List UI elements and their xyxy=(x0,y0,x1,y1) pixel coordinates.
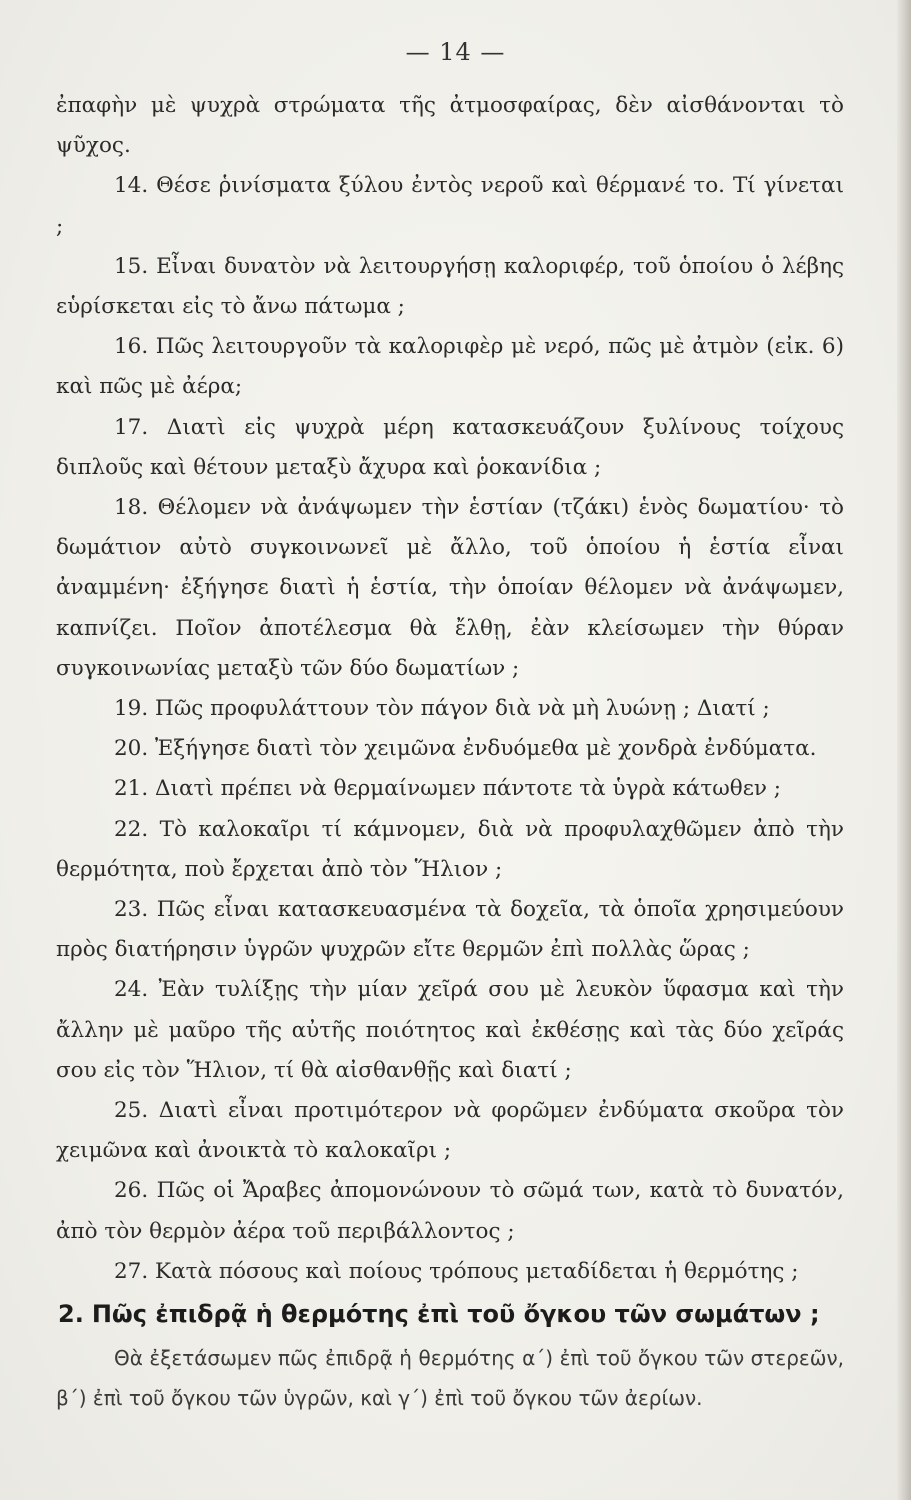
exercise-list xyxy=(56,86,844,1292)
exercise-16: 16. Πῶς λειτουργοῦν τὰ καλοριφὲρ μὲ νερό, πῶς μὲ ἀτμὸν (εἰκ. 6) καὶ πῶς μὲ ἀέρα; xyxy=(56,334,844,400)
section-heading xyxy=(58,1300,848,1328)
intro-paragraph: Θὰ ἐξετάσωμεν πῶς ἐπιδρᾷ ἡ θερμότης α΄) ἐπὶ τοῦ ὄγκου τῶν στερεῶν, β΄) ἐπὶ τοῦ ὄγκου τῶν ὑγρῶν, καὶ γ΄) ἐπὶ τοῦ ὄγκου τῶν ἀερίων. xyxy=(56,1346,844,1410)
exercise-22: 22. Τὸ καλοκαῖρι τί κάμνομεν, διὰ νὰ προφυλαχθῶμεν ἀπὸ τὴν θερμότητα, ποὺ ἔρχεται ἀπὸ τὸν Ἥλιον ; xyxy=(56,816,844,882)
section-number: 2. xyxy=(58,1300,84,1328)
section-title: Πῶς ἐπιδρᾷ ἡ θερμότης ἐπὶ τοῦ ὄγκου τῶν σωμάτων ; xyxy=(91,1300,820,1328)
page-edge-shadow xyxy=(897,0,911,1500)
exercise-17: 17. Διατὶ εἰς ψυχρὰ μέρη κατασκευάζουν ξυλίνους τοίχους διπλοῦς καὶ θέτουν μεταξὺ ἄχυρα καὶ ῥοκανίδια ; xyxy=(56,414,844,480)
exercise-18: 18. Θέλομεν νὰ ἀνάψωμεν τὴν ἑστίαν (τζάκι) ἑνὸς δωματίου· τὸ δωμάτιον αὐτὸ συγκοινωνεῖ μὲ ἄλλο, τοῦ ὁποίου ἡ ἑστία εἶναι ἀναμμένη· ἐξήγησε διατὶ ἡ ἑστία, τὴν ὁποίαν θέλομεν νὰ ἀνάψωμεν, καπνίζει. Ποῖον ἀποτέλεσμα θὰ ἔλθῃ, ἐὰν κλείσωμεν τὴν θύραν συγκοινωνίας μεταξὺ τῶν δύο δωματίων ; xyxy=(56,495,844,681)
exercise-27: 27. Κατὰ πόσους καὶ ποίους τρόπους μεταδίδεται ἡ θερμότης ; xyxy=(114,1258,799,1284)
exercise-21: 21. Διατὶ πρέπει νὰ θερμαίνωμεν πάντοτε τὰ ὑγρὰ κάτωθεν ; xyxy=(114,776,781,802)
exercise-25: 25. Διατὶ εἶναι προτιμότερον νὰ φορῶμεν ἐνδύματα σκοῦρα τὸν χειμῶνα καὶ ἀνοικτὰ τὸ καλοκαῖρι ; xyxy=(56,1098,844,1164)
exercise-15: 15. Εἶναι δυνατὸν νὰ λειτουργήσῃ καλοριφέρ, τοῦ ὁποίου ὁ λέβης εὑρίσκεται εἰς τὸ ἄνω πάτωμα ; xyxy=(56,253,844,320)
page-number: — 14 — xyxy=(405,38,506,66)
exercise-19: 19. Πῶς προφυλάττουν τὸν πάγον διὰ νὰ μὴ λυώνῃ ; Διατί ; xyxy=(114,696,770,722)
section-intro xyxy=(56,1338,844,1418)
exercise-26: 26. Πῶς οἱ Ἄραβες ἀπομονώνουν τὸ σῶμά των, κατὰ τὸ δυνατόν, ἀπὸ τὸν θερμὸν ἀέρα τοῦ περιβάλλοντος ; xyxy=(56,1178,844,1244)
exercise-24: 24. Ἐὰν τυλίξῃς τὴν μίαν χεῖρά σου μὲ λευκὸν ὕφασμα καὶ τὴν ἄλλην μὲ μαῦρο τῆς αὐτῆς ποιότητος καὶ ἐκθέσῃς καὶ τὰς δύο χεῖράς σου εἰς τὸν Ἥλιον, τί θὰ αἰσθανθῇς καὶ διατί ; xyxy=(56,977,844,1083)
exercise-23: 23. Πῶς εἶναι κατασκευασμένα τὰ δοχεῖα, τὰ ὁποῖα χρησιμεύουν πρὸς διατήρησιν ὑγρῶν ψυχρῶν εἴτε θερμῶν ἐπὶ πολλὰς ὥρας ; xyxy=(56,897,844,963)
exercise-20: 20. Ἐξήγησε διατὶ τὸν χειμῶνα ἐνδυόμεθα μὲ χονδρὰ ἐνδύματα. xyxy=(114,736,817,762)
exercise-14: 14. Θέσε ῥινίσματα ξύλου ἐντὸς νεροῦ καὶ θέρμανέ το. Τί γίνεται ; xyxy=(56,173,844,239)
paragraph-continuation: ἐπαφὴν μὲ ψυχρὰ στρώματα τῆς ἀτμοσφαίρας, δὲν αἰσθάνονται τὸ ψῦχος. xyxy=(56,93,844,159)
